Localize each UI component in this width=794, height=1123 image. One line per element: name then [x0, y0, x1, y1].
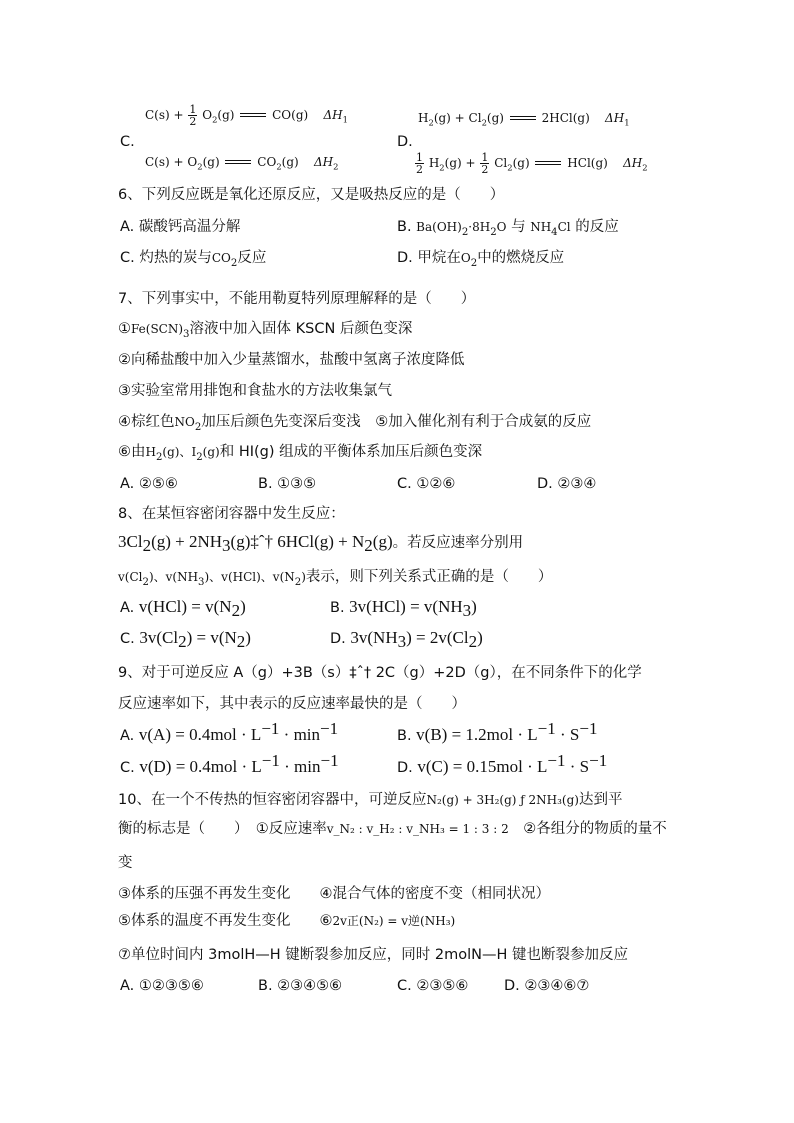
equals-sign — [508, 115, 538, 123]
fraction: $\frac{1}{2}$ — [416, 151, 423, 176]
equals-sign — [223, 159, 253, 167]
q6-option-b: B. $Ba(OH)_2\cdot 8H_2O$ 与 $NH_4Cl$ 的反应 — [397, 219, 619, 238]
q8-rates: $v(Cl_2)$、$v(NH_3)$、v(HCl)、$v(N_2)$表示，则下列关系式正确的是（ ） — [118, 569, 553, 588]
option-c-equation-1: C(s) + $\frac{1}{2}$ $O_2(g)$ CO(g) $\Delta H_1$ — [145, 103, 348, 128]
q10-line-3: 变 — [118, 855, 133, 871]
q7-statement-1: $①Fe(SCN)_3$溶液中加入固体 KSCN 后颜色变深 — [118, 321, 413, 340]
option-d-equation-2: $\frac{1}{2}$ $H_2(g)$ + $\frac{1}{2}$ $Cl_2(g)$ HCl(g) $\Delta H_2$ — [416, 151, 648, 176]
option-d-equation-1: $H_2(g) + Cl_2(g)$ 2HCl(g) $\Delta H_1$ — [418, 111, 630, 128]
q7-option-c: C. ①②⑥ — [397, 476, 456, 492]
q8-option-b: B. $3v(HCl) = v(NH_3)$ — [330, 597, 477, 620]
q10-option-b: B. ②③④⑤⑥ — [258, 978, 343, 994]
q9-stem-line-2: 反应速率如下，其中表示的反应速率最快的是（ ） — [118, 696, 466, 712]
fraction: $\frac{1}{2}$ — [189, 103, 197, 128]
q10-line-6: ⑦单位时间内 3molH—H 键断裂参加反应，同时 2molN—H 键也断裂参加反应 — [118, 947, 628, 963]
q8-option-a: A. $v(HCl) = v(N_2)$ — [120, 597, 246, 620]
q7-stem: 7、下列事实中，不能用勒夏特列原理解释的是（ ） — [118, 291, 476, 307]
q6-option-a: A. 碳酸钙高温分解 — [120, 219, 241, 235]
q9-option-b: B. $v(B) = 1.2mol \cdot L^{-1} \cdot S^{-1}$ — [397, 719, 598, 744]
q10-line-1: 10、在一个不传热的恒容密闭容器中，可逆反应N₂(g) + 3H₂(g) ƒ 2NH₃(g)达到平 — [118, 792, 623, 808]
q7-option-b: B. ①③⑤ — [258, 476, 317, 492]
q9-option-a: A. $v(A) = 0.4mol \cdot L^{-1} \cdot \min^{-1}$ — [120, 719, 339, 744]
q7-statement-6: ⑥由$H_2(g)$、$I_2(g)$和 HI(g) 组成的平衡体系加压后颜色变深 — [118, 444, 483, 463]
q6-option-d: D. 甲烷在$O_2$中的燃烧反应 — [397, 250, 565, 269]
q10-line-2: 衡的标志是（ ） ①反应速率v_N₂ : v_H₂ : v_NH₃ = 1 : 3 : 2 ②各组分的物质的量不 — [118, 821, 667, 837]
option-c-label: C. — [120, 134, 135, 150]
equals-sign — [238, 112, 268, 120]
q10-line-4: ③体系的压强不再发生变化 ④混合气体的密度不变（相同状况） — [118, 886, 550, 902]
option-d-label: D. — [397, 134, 413, 150]
q8-option-d: D. $3v(NH_3) = 2v(Cl_2)$ — [330, 628, 483, 651]
q7-option-d: D. ②③④ — [537, 476, 597, 492]
q7-option-a: A. ②⑤⑥ — [120, 476, 178, 492]
q6-option-c: C. 灼热的炭与$CO_2$反应 — [120, 250, 267, 269]
option-c-equation-2: $C(s) + O_2(g)$ $CO_2(g)$ $\Delta H_2$ — [145, 155, 339, 172]
equals-sign — [533, 160, 563, 168]
q8-equation: $3Cl_2(g)$ + $2NH_3(g)\ddagger ˆ\dagger$ $6HCl(g) + N_2(g)$。若反应速率分别用 — [118, 532, 524, 555]
q7-statement-2: ②向稀盐酸中加入少量蒸馏水，盐酸中氢离子浓度降低 — [118, 352, 465, 368]
q7-statement-3: ③实验室常用排饱和食盐水的方法收集氯气 — [118, 383, 392, 399]
q8-option-c: C. $3v(Cl_2) = v(N_2)$ — [120, 628, 251, 651]
q9-stem-line-1: 9、对于可逆反应 A（g）+3B（s）‡ˆ† 2C（g）+2D（g），在不同条件下的化学 — [118, 665, 642, 681]
q10-option-c: C. ②③⑤⑥ — [397, 978, 469, 994]
q10-option-a: A. ①②③⑤⑥ — [120, 978, 204, 994]
q8-stem: 8、在某恒容密闭容器中发生反应： — [118, 506, 345, 522]
q10-option-d: D. ②③④⑥⑦ — [504, 978, 590, 994]
q10-line-5: ⑤体系的温度不再发生变化 ⑥2v正(N₂) = v逆(NH₃) — [118, 913, 456, 929]
fraction: $\frac{1}{2}$ — [481, 151, 489, 176]
q6-stem: 6、下列反应既是氧化还原反应，又是吸热反应的是（ ） — [118, 187, 505, 203]
q9-option-d: D. $v(C) = 0.15mol \cdot L^{-1} \cdot S^{-1}$ — [397, 751, 608, 776]
q9-option-c: C. $v(D) = 0.4mol \cdot L^{-1} \cdot \min^{-1}$ — [120, 751, 339, 776]
q7-statement-4-5: ④棕红色$NO_2$加压后颜色先变深后变浅 ⑤加入催化剂有利于合成氨的反应 — [118, 414, 592, 433]
